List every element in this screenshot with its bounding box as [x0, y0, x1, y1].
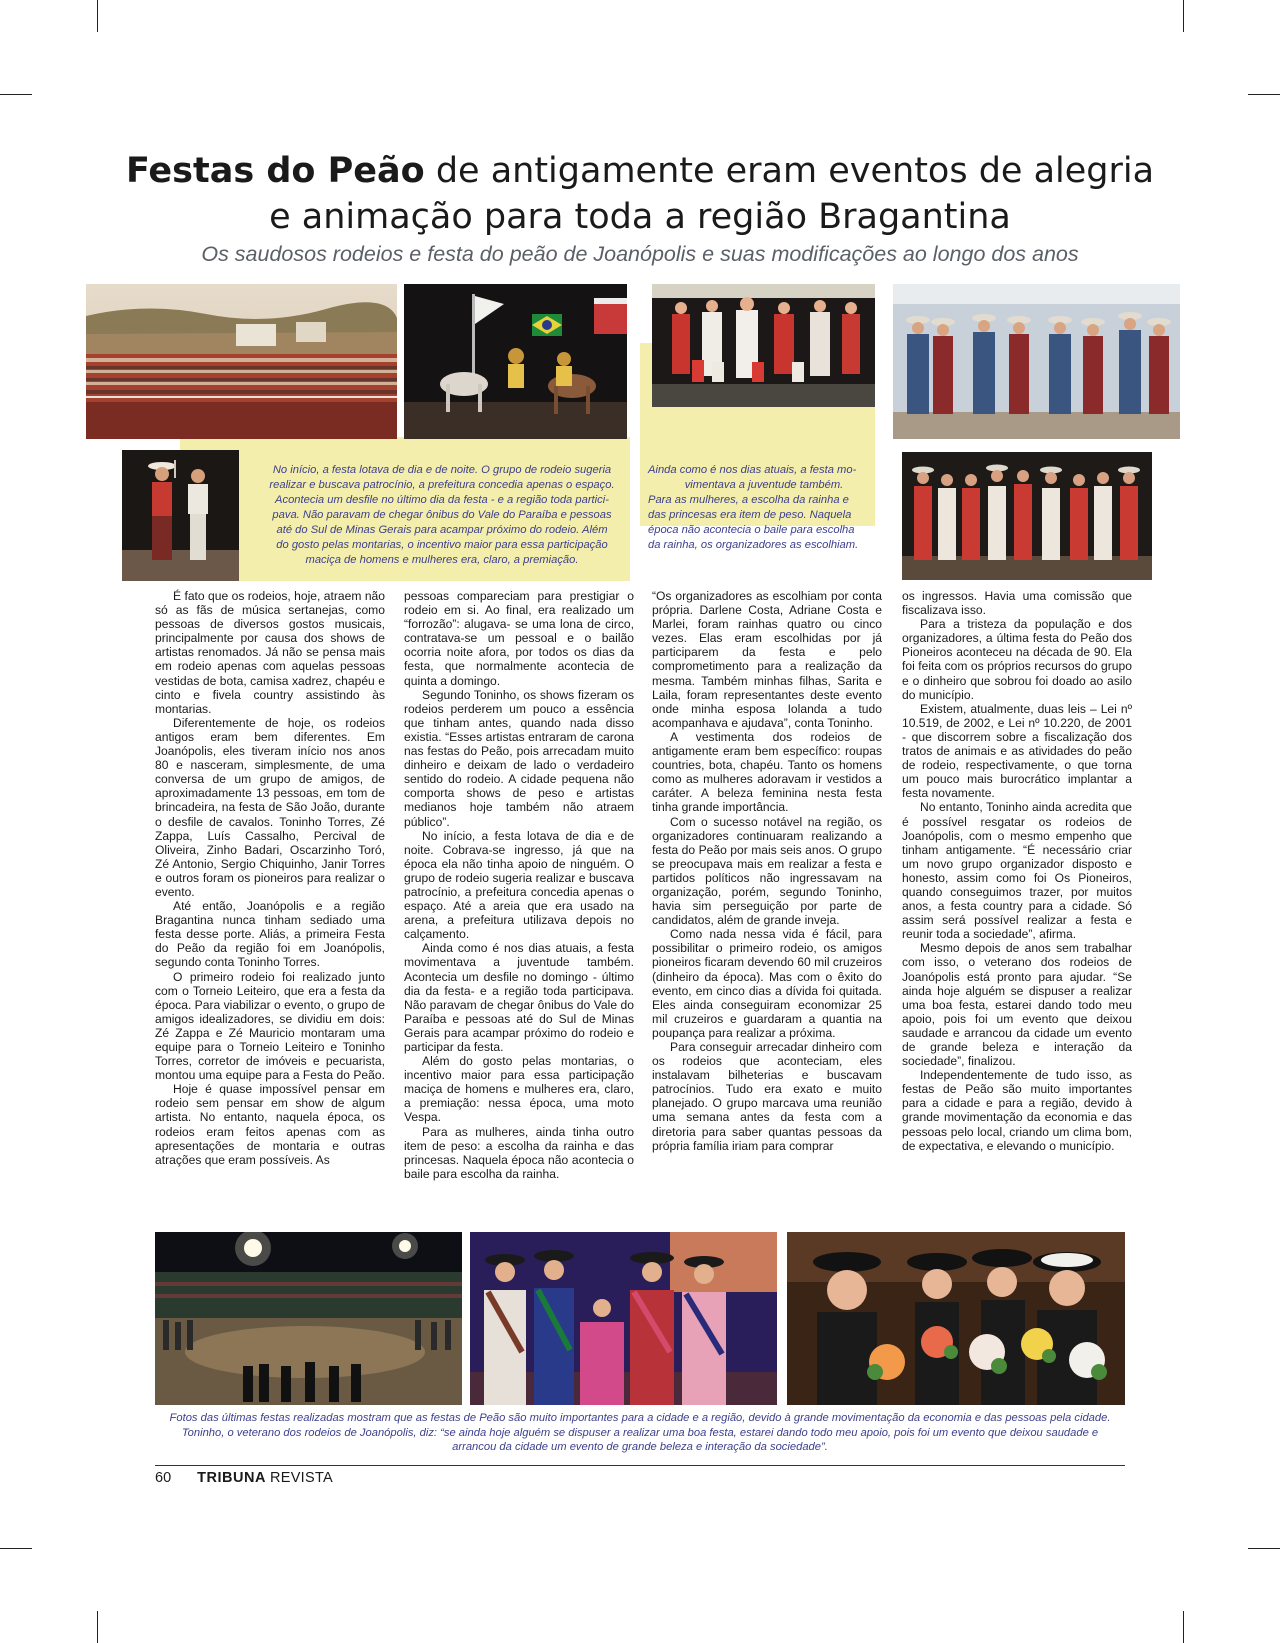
footer-rule [155, 1465, 1125, 1466]
paragraph: Até então, Joanópolis e a região Bragantina nunca tinham sediado uma festa desse porte. Aliás, a primeira Festa do Peão da região foi em Joanópolis, segundo conta Toninho Torres. [155, 899, 385, 970]
paragraph: No entanto, Toninho ainda acredita que é possível resgatar os rodeios de Joanópolis, com o mesmo empenho que tinham antigamente. “É necessário criar um novo grupo organizador disposto e honesto, assim como foi Os Pioneiros, quando conseguimos trazer, por muitos anos, a festa country para a cidade. Só assim será possível realizar a festa e reunir toda a sociedade”, afirma. [902, 800, 1132, 942]
paragraph: Para as mulheres, ainda tinha outro item de peso: a escolha da rainha e das princesas. Naquela época não acontecia o baile para escolha da rainha. [404, 1124, 634, 1181]
crop-mark [1183, 1611, 1184, 1643]
page-footer [155, 1470, 333, 1486]
photo-queens-group [902, 452, 1152, 580]
caption-left [256, 463, 628, 568]
article-column-4 [902, 589, 1132, 1153]
crop-mark [0, 1548, 32, 1549]
headline-line1: de antigamente eram eventos de alegria [424, 151, 1155, 191]
caption-line: Ainda como é nos dias atuais, a festa mo- [648, 464, 857, 476]
headline-line2: e animação para toda a região Bragantina [269, 197, 1011, 237]
caption-line: época não acontecia o baile para escolha [648, 524, 855, 536]
article-column-1 [155, 589, 385, 1167]
caption-line: das princesas era item de peso. Naquela [648, 509, 852, 521]
publication-brand: TRIBUNA [197, 1470, 266, 1486]
paragraph: Como nada nessa vida é fácil, para possibilitar o primeiro rodeio, os amigos pioneiros ficaram devendo 60 mil cruzeiros (dinheiro da época). Mas com o êxito do evento, em cinco dias a dívida foi quitada. Eles ainda conseguiram economizar 25 mil cruzeiros e guardaram a quantia na poupança para realizar a próxima. [652, 927, 882, 1040]
paragraph: “Os organizadores as escolhiam por conta própria. Darlene Costa, Adriane Costa e Marlei, foram rainhas quatro ou cinco vezes. Elas eram escolhidas por já participarem da festa e pelo comprometimento para a realização da mesma. Também minhas filhas, Sarita e Laila, foram representantes deste evento onde minha esposa Iolanda a tudo acompanhava e ajudava”, conta Toninho. [652, 589, 882, 730]
article-subtitle: Os saudosos rodeios e festa do peão de Joanópolis e suas modificações ao longo dos anos [201, 242, 1079, 266]
crop-mark [1183, 0, 1184, 32]
caption-line: realizar e buscava patrocínio, a prefeitura concedia apenas o espaço. [269, 479, 615, 491]
headline-bold: Festas do Peão [125, 151, 425, 191]
paragraph: Ainda como é nos dias atuais, a festa movimentava a juventude também. Acontecia um desfile no domingo - último dia da festa- e a região toda participava. Não paravam de chegar ônibus do Vale do Paraíba e pessoas até do Sul de Minas Gerais para acampar próximo do rodeio e participar da festa. [404, 941, 634, 1054]
paragraph: A vestimenta dos rodeios de antigamente eram bem específico: roupas countries, bota, chapéu. Tanto os homens como as mulheres adoravam ir vestidos a caráter. A beleza feminina nesta festa tinha grande importância. [652, 729, 882, 815]
photo-queens-flowers [787, 1232, 1125, 1405]
photo-queens-stage [652, 284, 875, 407]
paragraph: Hoje é quase impossível pensar em rodeio sem pensar em show de algum artista. No entanto, naquela época, os rodeios eram feitos apenas com as apresentações de montaria e outras atrações que eram possíveis. As [155, 1082, 385, 1167]
crop-mark [97, 1611, 98, 1643]
photo-night-arena [155, 1232, 462, 1405]
bottom-photo-caption: Fotos das últimas festas realizadas mostram que as festas de Peão são muito importantes para a cidade e a região, devido à grande movimentação da economia e das pessoas pela cidade. Toninho, o veterano dos rodeios de Joanópolis, diz: “se ainda hoje alguém se dispuser a realizar uma boa festa, estarei dando todo meu apoio, pois foi um evento que deixou saudade e arrancou da cidade um evento de grande beleza e interação da sociedade”. [169, 1412, 1111, 1453]
publication-section: REVISTA [269, 1470, 334, 1486]
paragraph: Para conseguir arrecadar dinheiro com os rodeios que aconteciam, eles instalavam bilheterias e buscavam patrocínios. Tudo era exato e muito planejado. O grupo marcava uma reunião uma semana antes da festa com a diretoria para saber quantas pessoas da própria família iriam para comprar [652, 1040, 882, 1153]
caption-line: maciça de homens e mulheres era, claro, a premiação. [305, 554, 579, 566]
article-column-3 [652, 589, 882, 1153]
caption-line: da rainha, os organizadores as escolhiam. [648, 539, 859, 551]
crop-mark [1248, 94, 1280, 95]
paragraph: Segundo Toninho, os shows fizeram os rodeios perderem um pouco a essência que tinham antes, quando nada disso existia. “Esses artistas entraram de carona nas festas do Peão, pois arrecadam muito dinheiro e deixam de lado o verdadeiro sentido do rodeio. A cidade pequena não comporta shows de peso e artistas medianos hoje também não atraem público”. [404, 687, 634, 829]
photo-cowboy-pair [122, 450, 239, 581]
paragraph: Para a tristeza da população e dos organizadores, a última festa do Peão dos Pioneiros aconteceu na década de 90. Ela foi feita com os próprios recursos do grupo e o dinheiro que sobrou foi doado ao asilo do município. [902, 617, 1132, 702]
caption-line: do gosto pelas montarias, o incentivo maior para essa participação [276, 539, 608, 551]
crop-mark [1248, 1548, 1280, 1549]
paragraph: Além do gosto pelas montarias, o incentivo maior para essa participação maciça de homens e mulheres era, claro, a premiação: nessa época, uma moto Vespa. [404, 1054, 634, 1125]
paragraph: pessoas compareciam para prestigiar o rodeio em si. Ao final, era realizado um “forrozão”: alugava- se uma lona de circo, contratava-se um pessoal e o bailão ocorria noite afora, por todos os dias da festa, que normalmente acontecia de quinta a domingo. [404, 589, 634, 688]
paragraph: O primeiro rodeio foi realizado junto com o Torneio Leiteiro, que era a festa da época. Para viabilizar o evento, o grupo de amigos idealizadores, se dividiu em dois: Zé Zappa e Zé Mauricio montaram uma equipe para o Torneio Leiteiro e Toninho Torres, corretor de imóveis e pecuarista, montou uma equipe para a Festa do Peão. [155, 969, 385, 1083]
photo-rodeo-queens-sashes [470, 1232, 777, 1405]
page-number: 60 [155, 1470, 172, 1486]
article-headline [100, 148, 1180, 240]
caption-line: No início, a festa lotava de dia e de noite. O grupo de rodeio sugeria [272, 464, 612, 476]
photo-crowd-arena [86, 284, 397, 439]
crop-mark [0, 94, 32, 95]
caption-line: pava. Não paravam de chegar ônibus do Vale do Paraíba e pessoas [272, 509, 612, 521]
crop-mark [97, 0, 98, 32]
paragraph: os ingressos. Havia uma comissão que fiscalizava isso. [902, 589, 1132, 618]
paragraph: Diferentemente de hoje, os rodeios antigos eram bem diferentes. Em Joanópolis, eles tiveram início nos anos 80 e nasceram, simplesmente, de uma conversa de um grupo de amigos, de aproximadamente 13 pessoas, em tom de brincadeira, na festa de São João, durante o desfile de cavalos. Toninho Torres, Zé Zappa, Luís Cassalho, Percival de Oliveira, Zinho Badari, Oscarzinho Toró, Zé Antonio, Sergio Chiquinho, Janir Torres e outros foram os pioneiros para realizar o evento. [155, 715, 385, 899]
paragraph: Independentemente de tudo isso, as festas de Peão são muito importantes para a cidade e para a região, devido à grande movimentação da economia e das pessoas pelo local, criando um clima bom, de expectativa, e elevando o município. [902, 1068, 1132, 1153]
paragraph: Com o sucesso notável na região, os organizadores continuaram realizando a festa do Peão por mais seis anos. O grupo se preocupava mais em realizar a festa e partidos políticos não ingressavam na organização, porém, segundo Toninho, havia sim perseguição por parte de candidatos, além de grande inveja. [652, 814, 882, 928]
paragraph: Existem, atualmente, duas leis – Lei nº 10.519, de 2002, e Lei nº 10.220, de 2001 - que discorrem sobre a fiscalização dos tratos de animais e as atividades do peão de rodeio, respectivamente, o que torna um pouco mais burocrático implantar a festa novamente. [902, 701, 1132, 801]
caption-line: Para as mulheres, a escolha da rainha e [648, 494, 849, 506]
paragraph: Mesmo depois de anos sem trabalhar com isso, o veterano dos rodeios de Joanópolis está pronto para ajudar. “Se ainda hoje alguém se dispuser a realizar uma boa festa, estarei dando todo meu apoio, pois foi um evento que deixou saudade e arrancou da cidade um evento de grande beleza e interação da sociedade”, finalizou. [902, 941, 1132, 1069]
photo-riders-flags [404, 284, 627, 439]
caption-right [648, 463, 880, 553]
caption-line: vimentava a juventude também. [684, 479, 844, 491]
photo-cowboys-group [893, 284, 1180, 439]
caption-line: até do Sul de Minas Gerais para acampar próximo do rodeio. Além [276, 524, 608, 536]
paragraph: No início, a festa lotava de dia e de noite. Cobrava-se ingresso, já que na época ela não tinha apoio de ninguém. O grupo de rodeio sugeria realizar e buscava patrocínio, a prefeitura concedia apenas o espaço. Até a areia que era usado na arena, a prefeitura utilizava depois no calçamento. [404, 828, 634, 942]
caption-line: Acontecia um desfile no último dia da festa - e a região toda partici- [275, 494, 609, 506]
article-column-2 [404, 589, 634, 1181]
paragraph: É fato que os rodeios, hoje, atraem não só as fãs de música sertanejas, como pessoas de diversos gostos musicais, principalmente por causa dos shows de artistas renomados. Já não se pensa mais em rodeio apenas com aquelas pessoas vestidas de bota, camisa xadrez, chapéu e cinto e fivela country assistindo às montarias. [155, 589, 385, 716]
